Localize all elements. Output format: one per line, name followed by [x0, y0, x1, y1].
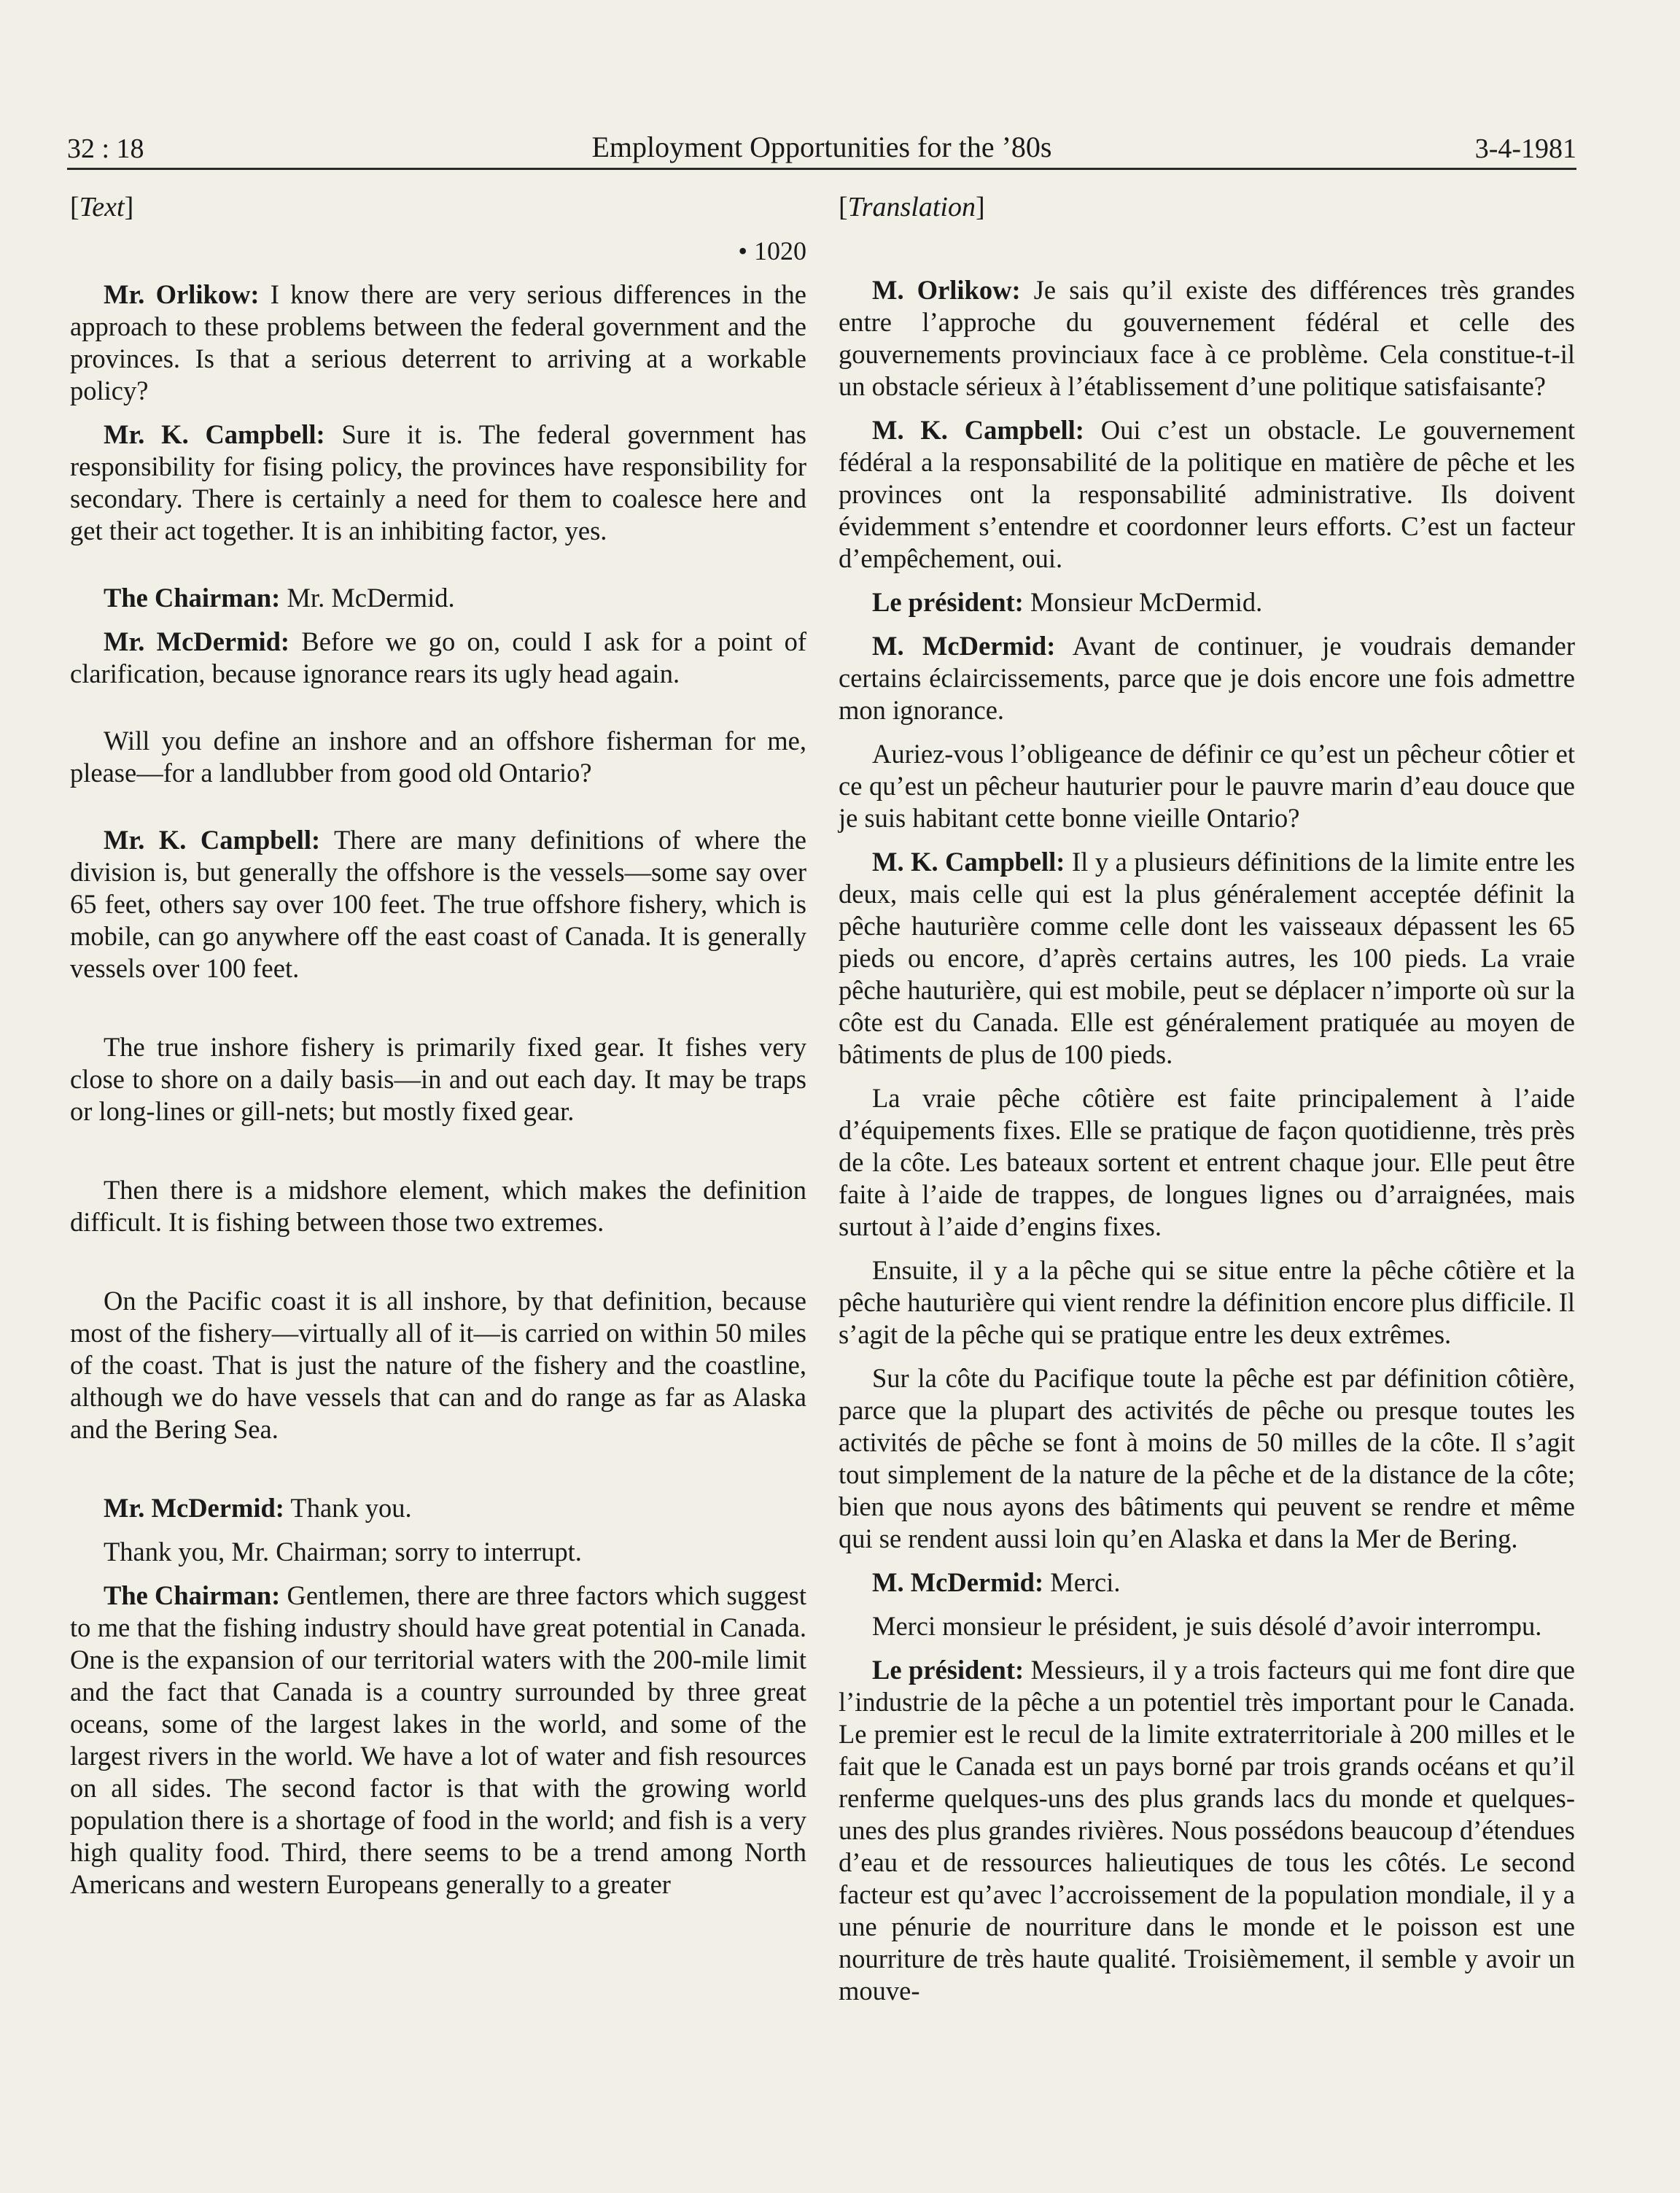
- paragraph: [839, 586, 1575, 618]
- paragraph: [70, 725, 806, 789]
- paragraph: [839, 274, 1575, 403]
- speaker-name: M. Orlikow:: [872, 275, 1021, 305]
- paragraph-text: Gentlemen, there are three factors which suggest to me that the fishing industry should have great potential in Canada. One is the expansion of our territorial waters with the 200-mile limit and the fact that Canada is a country surrounded by three great oceans, some of the largest lakes in the world, and some of the largest rivers in the world. We have a lot of water and fish resources on all sides. The second factor is that with the growing world population there is a shortage of food in the world; and fish is a very high quality food. Third, there seems to be a trend among North Americans and western Europeans generally to a greater: [70, 1580, 806, 1899]
- paragraph: [839, 1254, 1575, 1351]
- paragraph-text: Ensuite, il y a la pêche qui se situe entre la pêche côtière et la pêche hauturière qui vient rendre la définition encore plus difficile. Il s’agit de la pêche qui se pratique entre les deux extrêmes.: [839, 1255, 1575, 1349]
- french-column: [839, 191, 1575, 2019]
- paragraph-text: Oui c’est un obstacle. Le gouvernement fédéral a la responsabilité de la politique en matière de pêche et les provinces ont la responsabilité administrative. Ils doivent évidemment s’entendre et coordonner leurs efforts. C’est un facteur d’empêchement, oui.: [839, 415, 1575, 573]
- speaker-name: Le président:: [872, 1655, 1024, 1685]
- speaker-name: M. K. Campbell:: [872, 847, 1065, 877]
- speaker-name: M. K. Campbell:: [872, 415, 1084, 445]
- paragraph-text: Il y a plusieurs définitions de la limite entre les deux, mais celle qui est la plus généralement acceptée définit la pêche hauturière comme celle dont les vaisseaux dépassent les 65 pieds ou encore, d’après certains autres, les 100 pieds. La vraie pêche hauturière, qui est mobile, peut se déplacer n’importe où sur la côte est du Canada. Elle est généralement pratiquée au moyen de bâtiments de plus de 100 pieds.: [839, 847, 1575, 1069]
- paragraph-text: Monsieur McDermid.: [1023, 587, 1263, 617]
- page-header: [67, 128, 1576, 170]
- paragraph: [839, 414, 1575, 575]
- paragraph: [70, 824, 806, 985]
- column-label-text: Translation: [847, 192, 976, 222]
- paragraph-text: Auriez-vous l’obligeance de définir ce qu’est un pêcheur côtier et ce qu’est un pêcheur hauturier pour le pauvre marin d’eau douce que je suis habitant cette bonne vieille Ontario?: [839, 739, 1575, 833]
- english-column: [70, 191, 806, 1912]
- paragraph-text: Je sais qu’il existe des différences très grandes entre l’approche du gouvernement fédéral et celle des gouvernements provinciaux face à ce problème. Cela constitue-t-il un obstacle sérieux à l’établissement d’une politique satisfaisante?: [839, 275, 1576, 401]
- paragraph-text: Sure it is. The federal government has responsibility for fising policy, the provinces have responsibility for secondary. There is certainly a need for them to coalesce here and get their act together. It is an inhibiting factor, yes.: [70, 419, 806, 546]
- paragraph-text: Will you define an inshore and an offshore fisherman for me, please—for a landlubber from good old Ontario?: [70, 726, 806, 788]
- paragraph: [839, 1654, 1575, 2007]
- running-title: Employment Opportunities for the ’80s: [591, 131, 1052, 163]
- paragraph: [839, 1567, 1575, 1599]
- paragraph-text: Merci.: [1043, 1567, 1121, 1597]
- paragraph: [70, 626, 806, 690]
- paragraph-text: Merci monsieur le président, je suis désolé d’avoir interrompu.: [872, 1611, 1542, 1641]
- paragraph: [70, 1031, 806, 1127]
- paragraph: [839, 1082, 1575, 1243]
- speaker-name: Mr. K. Campbell:: [104, 419, 325, 449]
- speaker-name: Mr. McDermid:: [104, 1493, 284, 1523]
- paragraph-text: There are many definitions of where the division is, but generally the offshore is the vessels—some say over 65 feet, others say over 100 feet. The true offshore fishery, which is mobile, can go anywhere off the east coast of Canada. It is generally vessels over 100 feet.: [70, 825, 806, 983]
- speaker-name: Mr. K. Campbell:: [104, 825, 321, 855]
- paragraph: [70, 582, 806, 614]
- paragraph-text: Messieurs, il y a trois facteurs qui me font dire que l’industrie de la pêche a un potentiel très important pour le Canada. Le premier est le recul de la limite extraterritoriale à 200 milles et le fait que le Canada est un pays borné par trois grands océans et qu’il renferme quelques-uns des plus grands lacs du monde et quelques-unes des plus grandes rivières. Nous possédons beaucoup d’étendues d’eau et de ressources halieutiques de tous les côtés. Le second facteur est qu’avec l’accroissement de la population mondiale, il y a une pénurie de nourriture dans le monde et le poisson est une nourriture de très haute qualité. Troisièmement, il semble y avoir un mouve-: [839, 1655, 1575, 2006]
- paragraph: [70, 1536, 806, 1568]
- column-label: [Text]: [70, 192, 134, 222]
- paragraph-text: I know there are very serious differences in the approach to these problems between the federal government and the provinces. Is that a serious deterrent to arriving at a workable policy?: [70, 279, 806, 405]
- page-number: 32 : 18: [67, 133, 144, 164]
- paragraph-text: Then there is a midshore element, which makes the definition difficult. It is fishing between those two extremes.: [70, 1175, 806, 1237]
- speaker-name: M. McDermid:: [872, 631, 1056, 661]
- paragraph-text: Thank you, Mr. Chairman; sorry to interrupt.: [104, 1537, 582, 1567]
- paragraph: [70, 1492, 806, 1524]
- paragraph: [70, 279, 806, 407]
- paragraph: [839, 1610, 1575, 1642]
- time-marker: • 1020: [738, 236, 806, 265]
- paragraph: [839, 630, 1575, 726]
- paragraph-text: The true inshore fishery is primarily fixed gear. It fishes very close to shore on a daily basis—in and out each day. It may be traps or long-lines or gill-nets; but mostly fixed gear.: [70, 1032, 806, 1126]
- paragraph: [839, 846, 1575, 1071]
- speaker-name: The Chairman:: [104, 1580, 281, 1610]
- speaker-name: Le président:: [872, 587, 1024, 617]
- paragraph-text: Thank you.: [284, 1493, 412, 1523]
- column-label: [Translation]: [839, 192, 985, 222]
- paragraph-text: Avant de continuer, je voudrais demander certains éclaircissements, parce que je dois encore une fois admettre mon ignorance.: [839, 631, 1575, 725]
- issue-date: 3-4-1981: [1474, 133, 1576, 164]
- paragraph-text: La vraie pêche côtière est faite principalement à l’aide d’équipements fixes. Elle se pratique de façon quotidienne, très près de la côte. Les bateaux sortent et entrent chaque jour. Elle peut être faite à l’aide de trappes, de longues lignes ou d’arraignées, mais surtout à l’aide d’engins fixes.: [839, 1083, 1575, 1241]
- paragraph: [839, 738, 1575, 834]
- paragraph-text: Before we go on, could I ask for a point of clarification, because ignorance rears its ugly head again.: [70, 626, 806, 688]
- paragraph: [70, 1285, 806, 1445]
- speaker-name: The Chairman:: [104, 583, 281, 613]
- speaker-name: Mr. McDermid:: [104, 626, 290, 656]
- speaker-name: Mr. Orlikow:: [104, 279, 260, 309]
- paragraph-text: Sur la côte du Pacifique toute la pêche est par définition côtière, parce que la plupart des activités de pêche ou presque toutes les activités de pêche se font à moins de 50 milles de la côte. Il s’agit tout simplement de la nature de la pêche et de la distance de la côte; bien que nous ayons des bâtiments qui peuvent se rendre et même qui se rendent aussi loin qu’en Alaska et dans la Mer de Bering.: [839, 1363, 1575, 1553]
- column-label-text: Text: [79, 192, 125, 222]
- paragraph: [70, 1174, 806, 1238]
- paragraph: [70, 1580, 806, 1901]
- paragraph-text: On the Pacific coast it is all inshore, by that definition, because most of the fishery—virtually all of it—is carried on within 50 miles of the coast. That is just the nature of the fishery and the coastline, although we do have vessels that can and do range as far as Alaska and the Bering Sea.: [70, 1286, 806, 1444]
- paragraph: [70, 419, 806, 547]
- paragraph-text: Mr. McDermid.: [280, 583, 455, 613]
- paragraph: [839, 1362, 1575, 1555]
- speaker-name: M. McDermid:: [872, 1567, 1044, 1597]
